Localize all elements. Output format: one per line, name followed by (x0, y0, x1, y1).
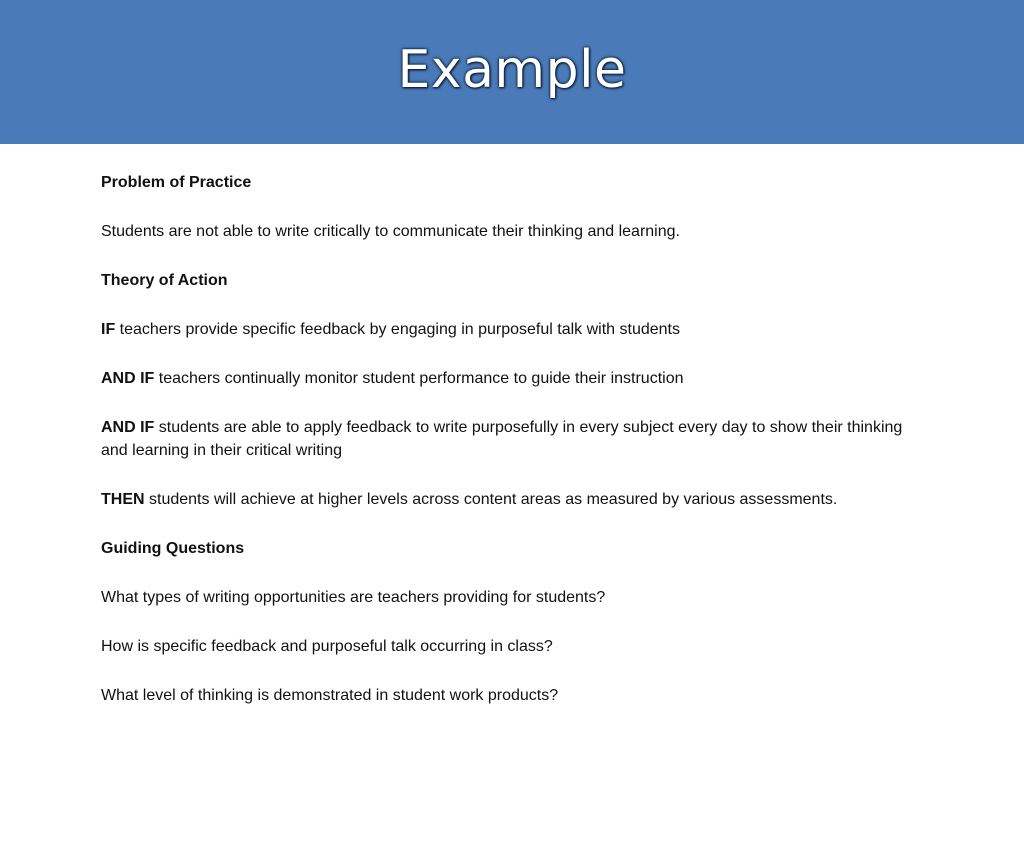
theory-text: teachers provide specific feedback by engaging in purposeful talk with students (115, 321, 680, 338)
guiding-heading: Guiding Questions (101, 540, 245, 557)
theory-heading: Theory of Action (101, 272, 228, 289)
theory-keyword: AND IF (101, 419, 155, 436)
theory-text: students will achieve at higher levels across content areas as measured by various assessments. (144, 491, 838, 508)
theory-keyword: AND IF (101, 370, 155, 387)
theory-text: teachers continually monitor student performance to guide their instruction (154, 370, 684, 387)
theory-item-and-if-1 (101, 367, 921, 390)
guiding-question: What types of writing opportunities are teachers providing for students? (101, 589, 606, 606)
guiding-question: How is specific feedback and purposeful talk occurring in class? (101, 638, 553, 655)
slide-content (101, 171, 921, 733)
problem-heading: Problem of Practice (101, 174, 252, 191)
theory-item-then (101, 488, 921, 511)
problem-statement: Students are not able to write critically to communicate their thinking and learning. (101, 223, 680, 240)
slide-title-bar (0, 0, 1024, 144)
theory-item-if (101, 318, 921, 341)
slide-title: Example (397, 40, 627, 100)
theory-text: students are able to apply feedback to write purposefully in every subject every day to show their thinking and learning in their critical writing (101, 419, 903, 459)
theory-keyword: THEN (101, 491, 145, 508)
theory-keyword: IF (101, 321, 116, 338)
guiding-question: What level of thinking is demonstrated in student work products? (101, 687, 559, 704)
theory-item-and-if-2 (101, 416, 921, 462)
